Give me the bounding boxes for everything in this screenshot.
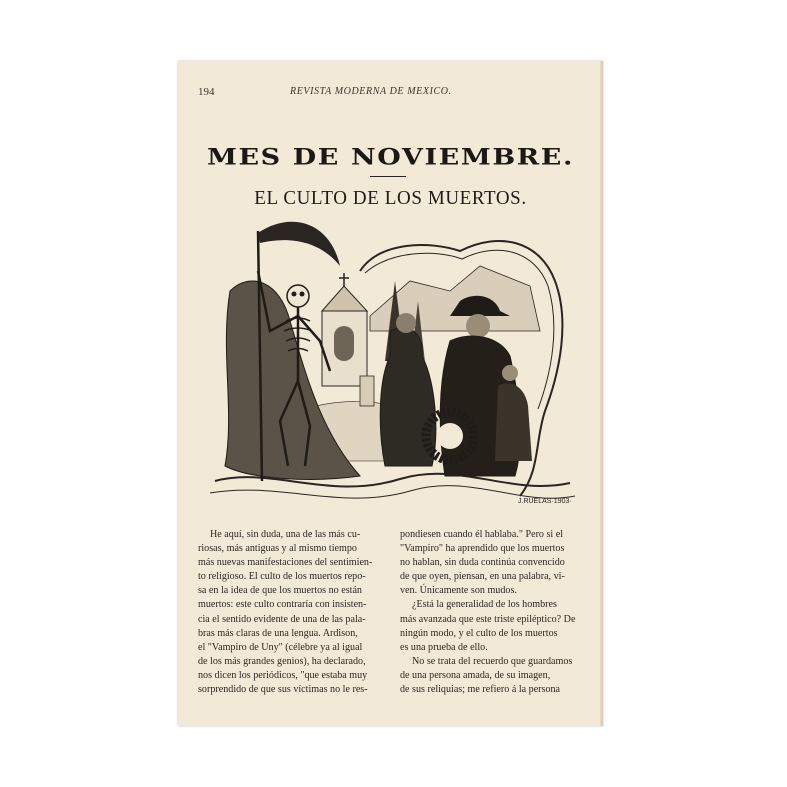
article-body [198, 528, 586, 697]
illustration-signature: J.RUELAS·1903· [518, 498, 572, 505]
text-line: de una persona amada, de su imagen, [400, 669, 551, 681]
text-line: de sus reliquias; me refiero á la persona [400, 684, 561, 696]
text-line: más nuevas manifestaciones del sentimien- [198, 557, 373, 569]
text-line: es una prueba de ello. [400, 641, 488, 653]
text-line: de que oyen, piensan, en una palabra, vi- [400, 571, 565, 583]
page-title: MES DE NOVIEMBRE. [207, 145, 574, 171]
text-line: muertos: este culto contraría con insisten- [198, 599, 367, 611]
text-line: sorprendido de que sus víctimas no le res- [198, 684, 368, 696]
page-number: 194 [198, 86, 215, 98]
text-line: no hablan, sin duda continúa convencido [400, 557, 565, 569]
text-line: "Vampiro" ha aprendido que los muertos [400, 543, 565, 555]
text-line: ningún modo, y el culto de los muertos [400, 627, 558, 639]
text-line: riosas, más antiguas y al mismo tiempo [198, 543, 357, 555]
text-line: No se trata del recuerdo que guardamos [412, 655, 573, 667]
text-line: He aquí, sin duda, una de las más cu- [210, 529, 361, 540]
title-rule [370, 176, 406, 177]
text-line: de los más grandes genios), ha declarado, [198, 655, 366, 667]
book-page [178, 61, 603, 726]
text-line: to religioso. El culto de los muertos repo- [198, 571, 366, 583]
text-line: el "Vampiro de Uny" (célebre ya al igual [198, 641, 363, 653]
grim-reaper-illustration [210, 211, 580, 511]
text-line: sa en la idea de que los muertos no están [198, 585, 362, 597]
text-line: ven. Únicamente son mudos. [400, 585, 517, 597]
text-line: pondiesen cuando él hablaba." Pero si el [400, 529, 564, 540]
text-line: nos dicen los periódicos, "que estaba muy [198, 669, 368, 681]
text-line: cia el sentido evidente de una de las pala- [198, 613, 366, 625]
running-head [198, 86, 583, 100]
journal-title: REVISTA MODERNA DE MEXICO. [290, 86, 452, 97]
column-left [198, 528, 384, 697]
text-line: más avanzada que este triste epiléptico? De [400, 613, 576, 625]
article-title: EL CULTO DE LOS MUERTOS. [254, 187, 527, 210]
text-line: ¿Está la generalidad de los hombres [412, 599, 557, 611]
column-right [400, 528, 586, 697]
text-line: bras más claras de una lengua. Ardison, [198, 627, 358, 639]
